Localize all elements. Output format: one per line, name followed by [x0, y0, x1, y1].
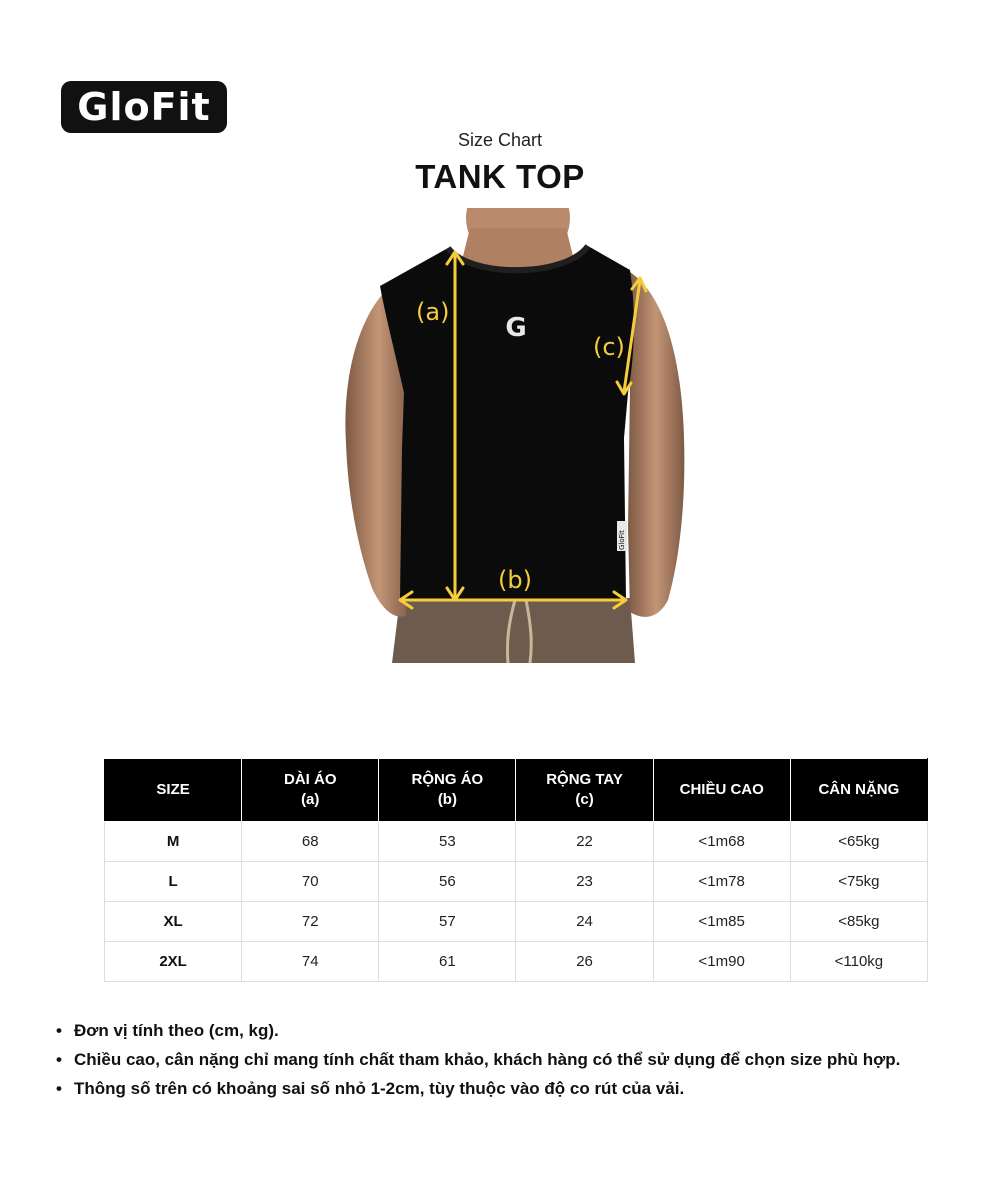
- cell-weight: <110kg: [790, 942, 927, 982]
- header-armhole: RỘNG TAY (c): [516, 759, 653, 822]
- logo-text: GloFit: [77, 85, 211, 129]
- cell-length: 74: [242, 942, 379, 982]
- cell-length: 72: [242, 902, 379, 942]
- notes-list: [56, 1016, 900, 1103]
- bullet-icon: •: [56, 1079, 62, 1098]
- header-length: DÀI ÁO (a): [242, 759, 379, 822]
- bullet-icon: •: [56, 1021, 62, 1040]
- cell-height: <1m90: [653, 942, 790, 982]
- header-size: SIZE: [105, 759, 242, 822]
- bullet-icon: •: [56, 1050, 62, 1069]
- header-height: CHIỀU CAO: [653, 759, 790, 822]
- note-item: • Chiều cao, cân nặng chỉ mang tính chất tham khảo, khách hàng có thể sử dụng để chọn size phù hợp.: [56, 1045, 900, 1074]
- header-weight: CÂN NẶNG: [790, 759, 927, 822]
- cell-size: M: [105, 822, 242, 862]
- table-row: [105, 822, 928, 862]
- table-row: [105, 942, 928, 982]
- cell-size: XL: [105, 902, 242, 942]
- note-item: • Đơn vị tính theo (cm, kg).: [56, 1016, 900, 1045]
- chest-logo-icon: G: [505, 313, 527, 343]
- cell-armhole: 23: [516, 862, 653, 902]
- cell-length: 68: [242, 822, 379, 862]
- side-tag-text: GloFit: [618, 530, 626, 550]
- cell-armhole: 26: [516, 942, 653, 982]
- table-row: [105, 902, 928, 942]
- cell-height: <1m85: [653, 902, 790, 942]
- cell-height: <1m68: [653, 822, 790, 862]
- cell-armhole: 22: [516, 822, 653, 862]
- cell-width: 57: [379, 902, 516, 942]
- cell-height: <1m78: [653, 862, 790, 902]
- cell-size: L: [105, 862, 242, 902]
- cell-weight: <75kg: [790, 862, 927, 902]
- header-width: RỘNG ÁO (b): [379, 759, 516, 822]
- cell-weight: <85kg: [790, 902, 927, 942]
- cell-armhole: 24: [516, 902, 653, 942]
- cell-length: 70: [242, 862, 379, 902]
- cell-width: 56: [379, 862, 516, 902]
- glofit-logo: [61, 81, 227, 133]
- page-title: TANK TOP: [415, 158, 585, 195]
- tank-top-measurement-figure: [330, 208, 700, 665]
- label-c: (c): [593, 333, 625, 361]
- cell-size: 2XL: [105, 942, 242, 982]
- cell-width: 61: [379, 942, 516, 982]
- page-subtitle: Size Chart: [457, 130, 543, 150]
- cell-width: 53: [379, 822, 516, 862]
- label-a: (a): [416, 298, 450, 326]
- cell-weight: <65kg: [790, 822, 927, 862]
- label-b: (b): [498, 566, 532, 594]
- size-table: [104, 758, 928, 982]
- table-row: [105, 862, 928, 902]
- table-header-row: [105, 759, 928, 822]
- right-arm: [628, 272, 684, 617]
- note-item: • Thông số trên có khoảng sai số nhỏ 1-2cm, tùy thuộc vào độ co rút của vải.: [56, 1074, 900, 1103]
